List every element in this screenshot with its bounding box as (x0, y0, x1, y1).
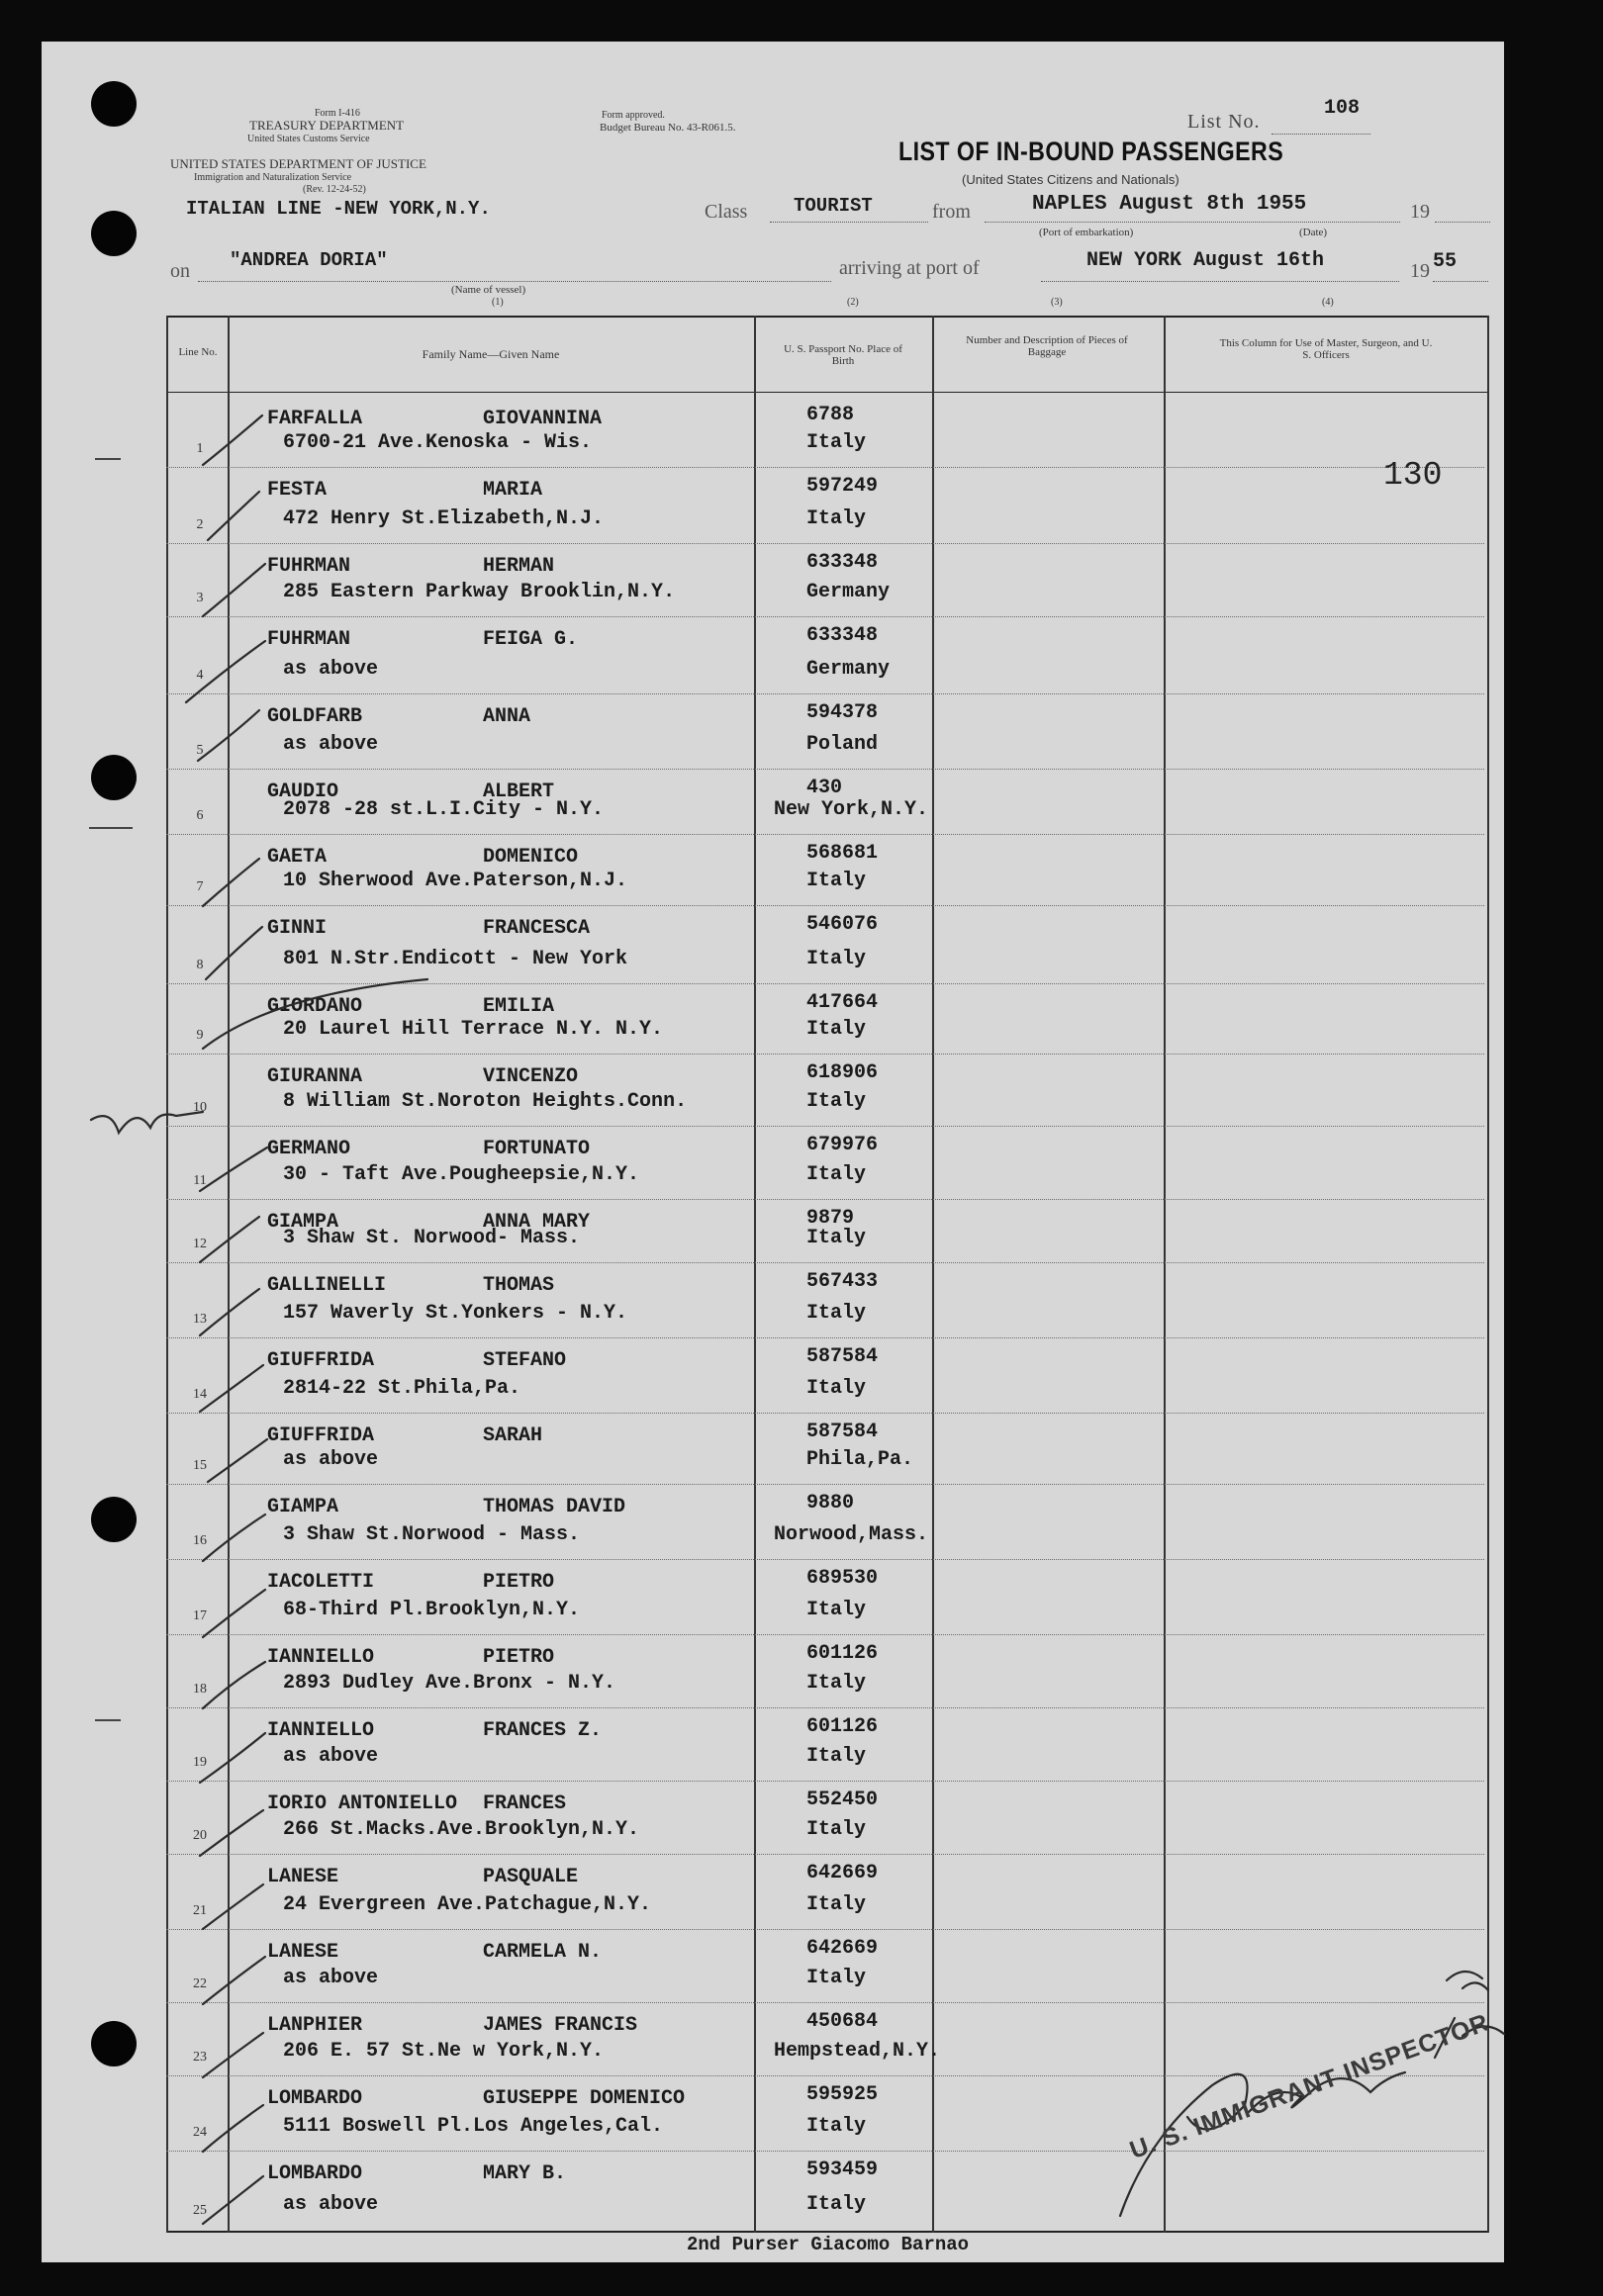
passenger-given-name: CARMELA N. (483, 1941, 603, 1964)
passenger-address: 68-Third Pl.Brooklyn,N.Y. (283, 1599, 581, 1621)
column-marker: (4) (1322, 297, 1334, 308)
passenger-given-name: SARAH (483, 1424, 543, 1447)
place-of-birth: Italy (806, 2193, 867, 2216)
passenger-address: as above (283, 658, 379, 681)
line-number: 13 (193, 1312, 207, 1327)
passenger-family-name: GIURANNA (267, 1065, 363, 1088)
place-of-birth: Italy (806, 1090, 867, 1113)
passport-number: 567433 (806, 1270, 879, 1293)
place-of-birth: Phila,Pa. (806, 1448, 914, 1471)
place-of-birth: Italy (806, 870, 867, 892)
line-number: 7 (196, 879, 204, 894)
passenger-given-name: FORTUNATO (483, 1138, 591, 1160)
passenger-family-name: IANNIELLO (267, 1646, 375, 1669)
passenger-family-name: LOMBARDO (267, 2087, 363, 2110)
place-of-birth: Italy (806, 431, 867, 454)
passport-number: 601126 (806, 1715, 879, 1738)
place-of-birth: Italy (806, 1227, 867, 1249)
passport-number: 601126 (806, 1642, 879, 1665)
place-of-birth: Italy (806, 1893, 867, 1916)
arrival-year-suffix: 55 (1433, 250, 1458, 273)
col-header-baggage: Number and Description of Pieces of Baggage (966, 334, 1128, 358)
passenger-family-name: GALLINELLI (267, 1274, 387, 1297)
line-number: 23 (193, 2050, 207, 2065)
line-number: 25 (193, 2203, 207, 2218)
passenger-family-name: FESTA (267, 479, 328, 502)
shipping-line: ITALIAN LINE -NEW YORK,N.Y. (186, 198, 491, 220)
passenger-address: 24 Evergreen Ave.Patchague,N.Y. (283, 1893, 652, 1916)
passenger-address: as above (283, 1745, 379, 1768)
line-number: 2 (196, 517, 204, 532)
passenger-given-name: FRANCESCA (483, 917, 591, 940)
place-of-birth: Italy (806, 948, 867, 970)
passenger-address: 2814-22 St.Phila,Pa. (283, 1377, 521, 1400)
passenger-family-name: LANPHIER (267, 2014, 363, 2037)
form-approved: Form approved. (602, 110, 665, 121)
year-label: 19 (1410, 201, 1430, 223)
passport-number: 595925 (806, 2083, 879, 2106)
column-marker: (1) (492, 297, 504, 308)
passenger-family-name: GAETA (267, 846, 328, 869)
passenger-address: 266 St.Macks.Ave.Brooklyn,N.Y. (283, 1818, 640, 1841)
passenger-address: 6700-21 Ave.Kenoska - Wis. (283, 431, 593, 454)
passenger-address: 5111 Boswell Pl.Los Angeles,Cal. (283, 2115, 664, 2138)
passenger-family-name: GOLDFARB (267, 705, 363, 728)
passenger-given-name: GIUSEPPE DOMENICO (483, 2087, 686, 2110)
passport-number: 633348 (806, 624, 879, 647)
passport-number: 597249 (806, 475, 879, 498)
arriving-label: arriving at port of (839, 257, 980, 279)
passenger-family-name: GIAMPA (267, 1211, 339, 1234)
passenger-address: 10 Sherwood Ave.Paterson,N.J. (283, 870, 628, 892)
passenger-given-name: DOMENICO (483, 846, 579, 869)
line-number: 16 (193, 1533, 207, 1548)
passport-number: 552450 (806, 1789, 879, 1811)
line-number: 20 (193, 1828, 207, 1843)
passenger-address: as above (283, 1967, 379, 1989)
passenger-address: as above (283, 733, 379, 756)
passport-number: 594378 (806, 701, 879, 724)
class-value: TOURIST (794, 195, 873, 217)
passenger-given-name: FEIGA G. (483, 628, 579, 651)
vessel-name: "ANDREA DORIA" (230, 249, 388, 271)
form-subtitle: (United States Citizens and Nationals) (962, 172, 1179, 187)
passport-number: 6788 (806, 404, 855, 426)
passenger-address: 3 Shaw St. Norwood- Mass. (283, 1227, 581, 1249)
passenger-family-name: IACOLETTI (267, 1571, 375, 1594)
passenger-family-name: GIUFFRIDA (267, 1424, 375, 1447)
passenger-family-name: GIAMPA (267, 1496, 339, 1518)
inspector-stamp: U. S. IMMIGRANT INSPECTOR (1126, 2008, 1493, 2165)
line-number: 9 (196, 1028, 204, 1043)
place-of-birth: Italy (806, 1302, 867, 1325)
passenger-family-name: GIORDANO (267, 995, 363, 1018)
ins-service: Immigration and Naturalization Service (194, 172, 352, 183)
on-label: on (170, 260, 190, 282)
passenger-given-name: ANNA MARY (483, 1211, 591, 1234)
passenger-family-name: FUHRMAN (267, 628, 351, 651)
passenger-address: 8 William St.Noroton Heights.Conn. (283, 1090, 688, 1113)
customs-service: United States Customs Service (247, 134, 370, 144)
passenger-family-name: GAUDIO (267, 781, 339, 803)
place-of-birth: New York,N.Y. (774, 798, 929, 821)
vessel-name-label: (Name of vessel) (451, 284, 526, 296)
passenger-family-name: LANESE (267, 1941, 339, 1964)
place-of-birth: Poland (806, 733, 879, 756)
class-label: Class (705, 201, 748, 223)
passport-number: 642669 (806, 1862, 879, 1884)
passenger-family-name: GIUFFRIDA (267, 1349, 375, 1372)
from-label: from (932, 201, 971, 223)
date-label: (Date) (1299, 227, 1328, 238)
treasury-dept: TREASURY DEPARTMENT (249, 118, 405, 133)
place-of-birth: Italy (806, 1818, 867, 1841)
line-number: 17 (193, 1608, 207, 1623)
list-number: 108 (1324, 97, 1361, 120)
place-of-birth: Italy (806, 1745, 867, 1768)
passenger-given-name: EMILIA (483, 995, 555, 1018)
line-number: 5 (196, 743, 204, 758)
line-number: 14 (193, 1387, 207, 1402)
place-of-birth: Italy (806, 1672, 867, 1695)
passenger-given-name: THOMAS (483, 1274, 555, 1297)
passenger-family-name: IORIO ANTONIELLO (267, 1792, 458, 1815)
col-header-line-no: Line No. (178, 346, 218, 358)
line-number: 15 (193, 1458, 207, 1473)
passenger-given-name: VINCENZO (483, 1065, 579, 1088)
passport-number: 546076 (806, 913, 879, 936)
col-header-passport: U. S. Passport No. Place of Birth (784, 343, 902, 367)
passport-number: 587584 (806, 1345, 879, 1368)
passenger-given-name: HERMAN (483, 555, 555, 578)
place-of-birth: Italy (806, 1967, 867, 1989)
passenger-address: 2078 -28 st.L.I.City - N.Y. (283, 798, 605, 821)
purser-signature-line: 2nd Purser Giacomo Barnao (687, 2234, 970, 2255)
passenger-given-name: PIETRO (483, 1571, 555, 1594)
passenger-given-name: PASQUALE (483, 1866, 579, 1888)
from-value: NAPLES August 8th 1955 (1032, 193, 1307, 216)
place-of-birth: Italy (806, 1163, 867, 1186)
passenger-given-name: STEFANO (483, 1349, 567, 1372)
passenger-given-name: ANNA (483, 705, 531, 728)
passenger-address: 2893 Dudley Ave.Bronx - N.Y. (283, 1672, 616, 1695)
passport-number: 9879 (806, 1207, 855, 1230)
passport-number: 679976 (806, 1134, 879, 1156)
line-number: 6 (196, 808, 204, 823)
place-of-birth: Italy (806, 507, 867, 530)
inspector-signature (1138, 2048, 1148, 2049)
place-of-birth: Italy (806, 1018, 867, 1041)
line-number: 10 (193, 1100, 207, 1115)
line-number: 24 (193, 2125, 207, 2140)
passenger-address: 157 Waverly St.Yonkers - N.Y. (283, 1302, 628, 1325)
passenger-given-name: MARY B. (483, 2162, 567, 2185)
arrival-year-prefix: 19 (1410, 260, 1430, 282)
place-of-birth: Norwood,Mass. (774, 1523, 929, 1546)
line-number: 8 (196, 958, 204, 972)
passenger-given-name: JAMES FRANCIS (483, 2014, 638, 2037)
arrival-value: NEW YORK August 16th (1086, 249, 1325, 272)
line-number: 1 (196, 441, 204, 456)
passport-number: 689530 (806, 1567, 879, 1590)
passenger-address: 206 E. 57 St.Ne w York,N.Y. (283, 2040, 605, 2063)
passenger-address: as above (283, 1448, 379, 1471)
line-number: 4 (196, 668, 204, 683)
passport-number: 642669 (806, 1937, 879, 1960)
passenger-given-name: FRANCES Z. (483, 1719, 603, 1742)
passenger-given-name: ALBERT (483, 781, 555, 803)
line-number: 18 (193, 1682, 207, 1697)
passenger-address: 20 Laurel Hill Terrace N.Y. N.Y. (283, 1018, 664, 1041)
passenger-family-name: LOMBARDO (267, 2162, 363, 2185)
passport-number: 587584 (806, 1421, 879, 1443)
passenger-family-name: FARFALLA (267, 408, 363, 430)
passenger-given-name: GIOVANNINA (483, 408, 603, 430)
line-number: 22 (193, 1976, 207, 1991)
line-number: 3 (196, 591, 204, 605)
passenger-given-name: PIETRO (483, 1646, 555, 1669)
list-no-label: List No. (1187, 111, 1261, 133)
place-of-birth: Italy (806, 2115, 867, 2138)
line-number: 12 (193, 1237, 207, 1251)
justice-dept: UNITED STATES DEPARTMENT OF JUSTICE (170, 156, 426, 171)
col-header-name: Family Name—Given Name (422, 347, 560, 361)
line-number: 19 (193, 1755, 207, 1770)
column-marker: (3) (1051, 297, 1063, 308)
passport-number: 417664 (806, 991, 879, 1014)
passport-number: 430 (806, 777, 843, 799)
passenger-given-name: THOMAS DAVID (483, 1496, 626, 1518)
budget-bureau: Budget Bureau No. 43-R061.5. (600, 122, 736, 134)
place-of-birth: Italy (806, 1377, 867, 1400)
form-title: LIST OF IN-BOUND PASSENGERS (898, 137, 1284, 166)
passenger-given-name: FRANCES (483, 1792, 567, 1815)
passport-number: 593459 (806, 2158, 879, 2181)
passenger-family-name: GERMANO (267, 1138, 351, 1160)
line-number: 21 (193, 1903, 207, 1918)
revision: (Rev. 12-24-52) (303, 184, 366, 195)
place-of-birth: Germany (806, 658, 891, 681)
column-marker: (2) (847, 297, 859, 308)
passenger-address: 30 - Taft Ave.Pougheepsie,N.Y. (283, 1163, 640, 1186)
passenger-family-name: IANNIELLO (267, 1719, 375, 1742)
place-of-birth: Italy (806, 1599, 867, 1621)
side-number: 130 (1383, 457, 1443, 494)
col-header-officers: This Column for Use of Master, Surgeon, and U. S. Officers (1219, 337, 1433, 361)
line-number: 11 (193, 1173, 207, 1188)
passport-number: 568681 (806, 842, 879, 865)
passenger-family-name: FUHRMAN (267, 555, 351, 578)
port-embarkation-label: (Port of embarkation) (1039, 227, 1134, 238)
passport-number: 450684 (806, 2010, 879, 2033)
passenger-address: 3 Shaw St.Norwood - Mass. (283, 1523, 581, 1546)
passenger-address: 285 Eastern Parkway Brooklin,N.Y. (283, 581, 676, 603)
form-number: Form I-416 (315, 108, 360, 119)
passenger-address: 801 N.Str.Endicott - New York (283, 948, 628, 970)
place-of-birth: Hempstead,N.Y. (774, 2040, 941, 2063)
passenger-family-name: GINNI (267, 917, 328, 940)
place-of-birth: Germany (806, 581, 891, 603)
passenger-address: 472 Henry St.Elizabeth,N.J. (283, 507, 605, 530)
passport-number: 9880 (806, 1492, 855, 1515)
passport-number: 633348 (806, 551, 879, 574)
passenger-address: as above (283, 2193, 379, 2216)
passenger-family-name: LANESE (267, 1866, 339, 1888)
passport-number: 618906 (806, 1061, 879, 1084)
passenger-given-name: MARIA (483, 479, 543, 502)
